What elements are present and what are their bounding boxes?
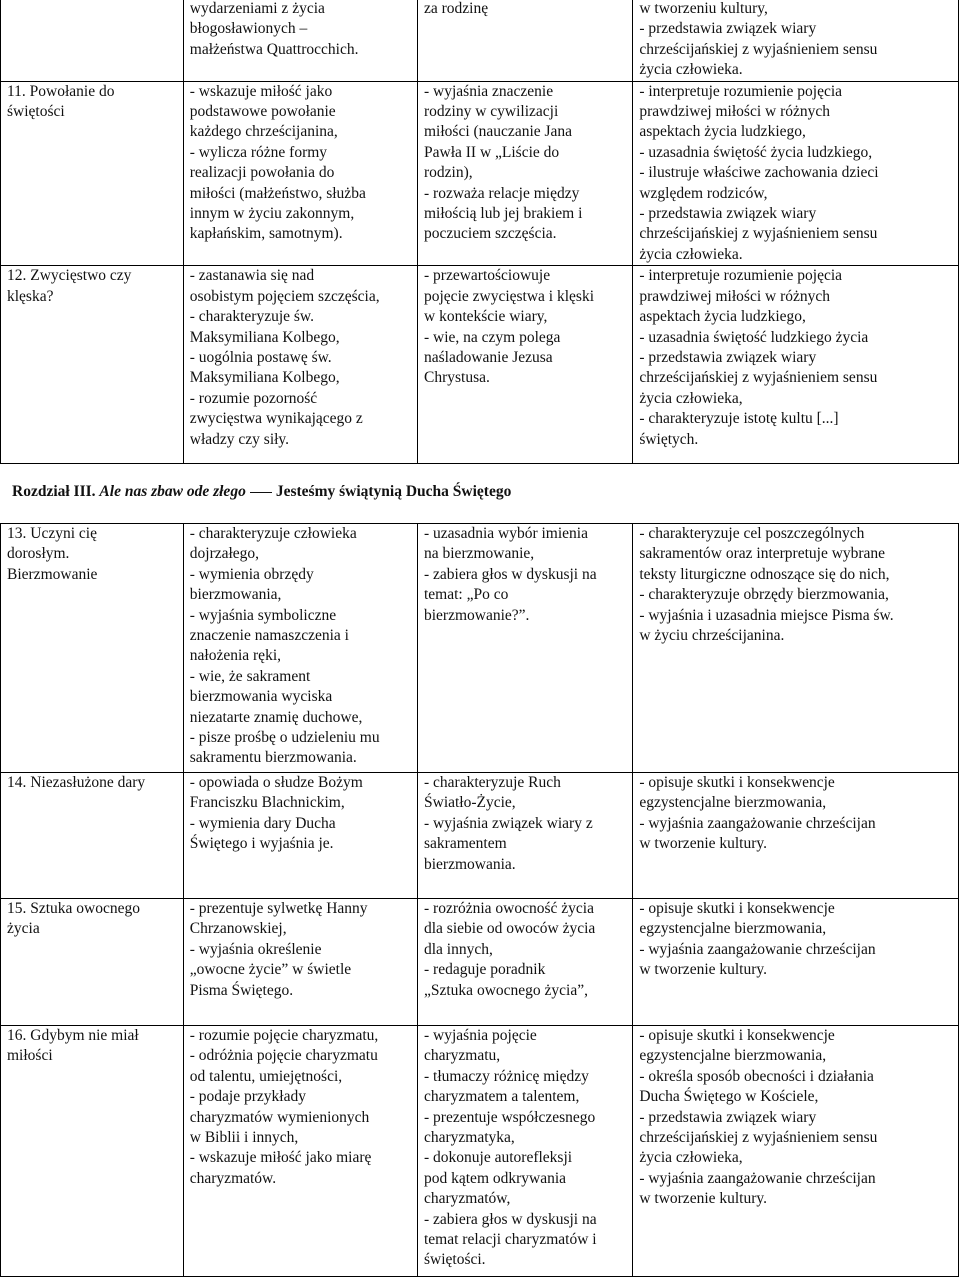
cell-line: - wyjaśnia zaangażowanie chrześcijan [639,814,876,832]
cell-line: - zabiera głos w dyskusji na [424,565,597,583]
cell-line: - uzasadnia świętość ludzkiego życia [639,328,869,346]
objectives-cell [183,524,417,773]
cell-line: 14. Niezasłużone dary [7,774,146,791]
objectives-cell [183,0,417,81]
table-row [1,773,959,899]
cell-line: sakramentów oraz interpretuje wybrane [639,545,886,563]
cell-line: - wie, że sakrament [189,667,311,685]
topic-cell [1,266,184,464]
cell-line: chrześcijańskiej z wyjaśnieniem sensu [639,225,878,243]
cell-line: - wyjaśnia pojęcie [424,1027,537,1044]
table-row [1,266,959,464]
cell-line: życia człowieka, [639,389,743,407]
cell-line: - przewartościowuje [424,267,551,285]
extended-cell [633,0,959,81]
cell-line: - prezentuje sylwetkę Hanny [189,900,368,917]
cell-line: - rozważa relacje między [424,184,580,202]
cell-line: - charakteryzuje obrzędy bierzmowania, [639,586,889,604]
cell-line: egzystencjalne bierzmowania, [639,1047,827,1065]
cell-line: 16. Gdybym nie miał [7,1027,139,1044]
cell-line: miłości (nauczanie Jana [424,123,573,141]
cell-line: w kontekście wiary, [424,308,548,326]
cell-line: - charakteryzuje istotę kultu [...] [639,410,839,428]
objectives-cell [183,773,417,899]
cell-line: - opisuje skutki i konsekwencje [639,1027,835,1044]
cell-line: świętych. [639,430,699,448]
cell-line: życia człowieka. [639,245,743,263]
cell-line: charyzmatyka, [424,1129,515,1147]
cell-line: Franciszku Blachnickim, [189,794,345,812]
extended-cell [633,524,959,773]
cell-line: prawdziwej miłości w różnych [639,103,831,121]
cell-line: - wskazuje miłość jako [189,82,333,100]
cell-line: - wyjaśnia związek wiary z [424,814,593,832]
cell-line: - charakteryzuje św. [189,308,314,326]
table-row [1,524,959,773]
cell-line: znaczenie namaszczenia i [189,627,349,645]
cell-line: dla siebie od owoców życia [424,920,596,938]
cell-line: charyzmatem a talentem, [424,1088,580,1106]
cell-line: - przedstawia związek wiary [639,1108,817,1126]
cell-line: rodzin), [424,164,473,182]
cell-line: - uzasadnia świętość życia ludzkiego, [639,143,873,161]
cell-line: władzy czy siły. [189,430,290,448]
cell-line: - redaguje poradnik [424,961,546,979]
cell-line: miłością lub jej brakiem i [424,205,583,223]
cell-line: Ducha Świętego w Kościele, [639,1088,819,1106]
cell-line: - wyjaśnia zaangażowanie chrześcijan [639,1169,876,1187]
cell-line: bierzmowania, [189,586,282,604]
table-row [1,0,959,81]
cell-line: błogosławionych – [189,20,308,38]
cell-line: - określa sposób obecności i działania [639,1067,874,1085]
cell-line: - wie, na czym polega [424,328,561,346]
topic-cell [1,1026,184,1277]
cell-line: Świętego i wyjaśnia je. [189,835,334,853]
cell-line: teksty liturgiczne odnoszące się do nich, [639,565,890,583]
cell-line: - wskazuje miłość jako miarę [189,1149,372,1167]
topic-cell [1,773,184,899]
cell-line: - zastanawia się nad [189,267,315,285]
cell-line: egzystencjalne bierzmowania, [639,920,827,938]
topic-cell [1,524,184,773]
curriculum-table-part-2 [0,523,959,1277]
skills-cell [418,899,633,1026]
cell-line: na bierzmowanie, [424,545,535,563]
cell-line: egzystencjalne bierzmowania, [639,794,827,812]
cell-line: - prezentuje współczesnego [424,1108,596,1126]
cell-line: - przedstawia związek wiary [639,20,817,38]
cell-line: sakramentu bierzmowania. [189,749,357,767]
cell-line: „Sztuka owocnego życia”, [424,981,588,999]
cell-line: każdego chrześcijanina, [189,123,338,141]
cell-line: - wymienia dary Ducha [189,814,336,832]
cell-line: niezatarte znamię duchowe, [189,708,363,726]
chapter-italic-title: Ale nas zbaw ode złego [99,483,246,500]
cell-line: - przedstawia związek wiary [639,348,817,366]
cell-line: w życiu chrześcijanina. [639,627,785,645]
cell-line: - przedstawia związek wiary [639,205,817,223]
cell-line: - wyjaśnia określenie [189,940,322,958]
cell-line: kapłańskim, samotnym). [189,225,343,243]
cell-line: miłości (małżeństwo, służba [189,184,366,202]
cell-line: w tworzeniu kultury, [639,0,768,17]
cell-line: - opisuje skutki i konsekwencje [639,900,835,917]
cell-line: świętości. [424,1251,486,1269]
cell-line: - pisze prośbę o udzieleniu mu [189,729,380,747]
skills-cell [418,81,633,266]
cell-line: 12. Zwycięstwo czy [7,267,132,285]
cell-line: względem rodziców, [639,184,768,202]
cell-line: życia człowieka. [639,61,743,79]
cell-line: - dokonuje autorefleksji [424,1149,573,1167]
cell-line: bierzmowania wyciska [189,688,333,706]
cell-line: - uogólnia postawę św. [189,348,332,366]
cell-line: osobistym pojęciem szczęścia, [189,287,380,305]
cell-line: chrześcijańskiej z wyjaśnieniem sensu [639,369,878,387]
topic-cell [1,81,184,266]
cell-line: w tworzenie kultury. [639,1190,768,1208]
cell-line: charyzmatów, [424,1190,511,1208]
cell-line: wydarzeniami z życia [189,0,325,17]
extended-cell [633,1026,959,1277]
cell-line: aspektach życia ludzkiego, [639,123,806,141]
cell-line: w Biblii i innych, [189,1129,299,1147]
cell-line: Bierzmowanie [7,565,98,583]
cell-line: za rodzinę [424,0,489,17]
chapter-heading [12,482,511,502]
cell-line: - charakteryzuje Ruch [424,774,561,791]
cell-line: Maksymiliana Kolbego, [189,369,340,387]
cell-line: - odróżnia pojęcie charyzmatu [189,1047,378,1065]
cell-line: podstawowe powołanie [189,103,336,121]
cell-line: sakramentem [424,835,507,853]
cell-line: chrześcijańskiej z wyjaśnieniem sensu [639,1129,878,1147]
cell-line: - zabiera głos w dyskusji na [424,1210,597,1228]
cell-line: Pawła II w „Liście do [424,143,560,161]
cell-line: klęska? [7,287,54,305]
cell-line: - wylicza różne formy [189,143,328,161]
cell-line: - opowiada o słudze Bożym [189,774,363,791]
extended-cell [633,81,959,266]
cell-line: charyzmatów wymienionych [189,1108,370,1126]
cell-line: - interpretuje rozumienie pojęcia [639,82,843,100]
cell-line: Światło-Życie, [424,794,516,812]
cell-line: Chrzanowskiej, [189,920,287,938]
skills-cell [418,266,633,464]
cell-line: - uzasadnia wybór imienia [424,525,588,542]
cell-line: - rozumie pojęcie charyzmatu, [189,1027,379,1044]
cell-line: - rozumie pozorność [189,389,318,407]
cell-line: życia [7,920,40,938]
cell-line: Pisma Świętego. [189,981,294,999]
cell-line: dla innych, [424,940,493,958]
cell-line: 15. Sztuka owocnego [7,900,141,917]
cell-line: 13. Uczyni cię [7,525,97,542]
cell-line: w tworzenie kultury. [639,835,768,853]
cell-line: w tworzenie kultury. [639,961,768,979]
title-dash [250,492,272,494]
cell-line: 11. Powołanie do [7,82,115,100]
cell-line: naśladowanie Jezusa [424,348,553,366]
cell-line: temat: „Po co [424,586,509,604]
cell-line: „owocne życie” w świetle [189,961,352,979]
cell-line: - tłumaczy różnicę między [424,1067,589,1085]
objectives-cell [183,266,417,464]
cell-line: - charakteryzuje cel poszczególnych [639,525,865,542]
skills-cell [418,524,633,773]
cell-line: bierzmowania. [424,855,516,873]
table-row [1,81,959,266]
cell-line: dorosłym. [7,545,70,563]
cell-line: zwycięstwa wynikającego z [189,410,363,428]
cell-line: aspektach życia ludzkiego, [639,308,806,326]
cell-line: - wyjaśnia i uzasadnia miejsce Pisma św. [639,606,894,624]
cell-line: - rozróżnia owocność życia [424,900,594,917]
topic-cell [1,899,184,1026]
cell-line: życia człowieka, [639,1149,743,1167]
cell-line: - opisuje skutki i konsekwencje [639,774,835,791]
cell-line: - wymienia obrzędy [189,565,314,583]
cell-line: nałożenia ręki, [189,647,281,665]
cell-line: pojęcie zwycięstwa i klęski [424,287,595,305]
cell-line: dojrzałego, [189,545,260,563]
chapter-label: Rozdział III. [12,483,96,500]
extended-cell [633,773,959,899]
cell-line: - wyjaśnia symboliczne [189,606,337,624]
cell-line: pod kątem odkrywania [424,1169,567,1187]
objectives-cell [183,1026,417,1277]
cell-line: miłości [7,1047,53,1065]
table-row [1,899,959,1026]
cell-line: - wyjaśnia zaangażowanie chrześcijan [639,940,876,958]
cell-line: - podaje przykłady [189,1088,306,1106]
cell-line: Chrystusa. [424,369,490,387]
cell-line: świętości [7,103,65,121]
skills-cell [418,1026,633,1277]
cell-line: poczuciem szczęścia. [424,225,557,243]
objectives-cell [183,81,417,266]
curriculum-table-part-1 [0,0,959,464]
cell-line: charyzmatów. [189,1169,277,1187]
cell-line: od talentu, umiejętności, [189,1067,343,1085]
cell-line: - wyjaśnia znaczenie [424,82,554,100]
chapter-subtitle: Jesteśmy świątynią Ducha Świętego [275,483,512,500]
cell-line: małżeństwa Quattrocchich. [189,40,359,58]
skills-cell [418,773,633,899]
cell-line: temat relacji charyzmatów i [424,1231,597,1249]
extended-cell [633,899,959,1026]
cell-line: innym w życiu zakonnym, [189,205,355,223]
cell-line: rodziny w cywilizacji [424,103,559,121]
skills-cell [418,0,633,81]
topic-cell [1,0,184,81]
table-row [1,1026,959,1277]
cell-line: bierzmowanie?”. [424,606,530,624]
cell-line: prawdziwej miłości w różnych [639,287,831,305]
cell-line: - interpretuje rozumienie pojęcia [639,267,843,285]
cell-line: chrześcijańskiej z wyjaśnieniem sensu [639,40,878,58]
cell-line: - charakteryzuje człowieka [189,525,357,542]
cell-line: charyzmatu, [424,1047,501,1065]
cell-line: - ilustruje właściwe zachowania dzieci [639,164,879,182]
cell-line: realizacji powołania do [189,164,335,182]
cell-line: Maksymiliana Kolbego, [189,328,340,346]
extended-cell [633,266,959,464]
objectives-cell [183,899,417,1026]
